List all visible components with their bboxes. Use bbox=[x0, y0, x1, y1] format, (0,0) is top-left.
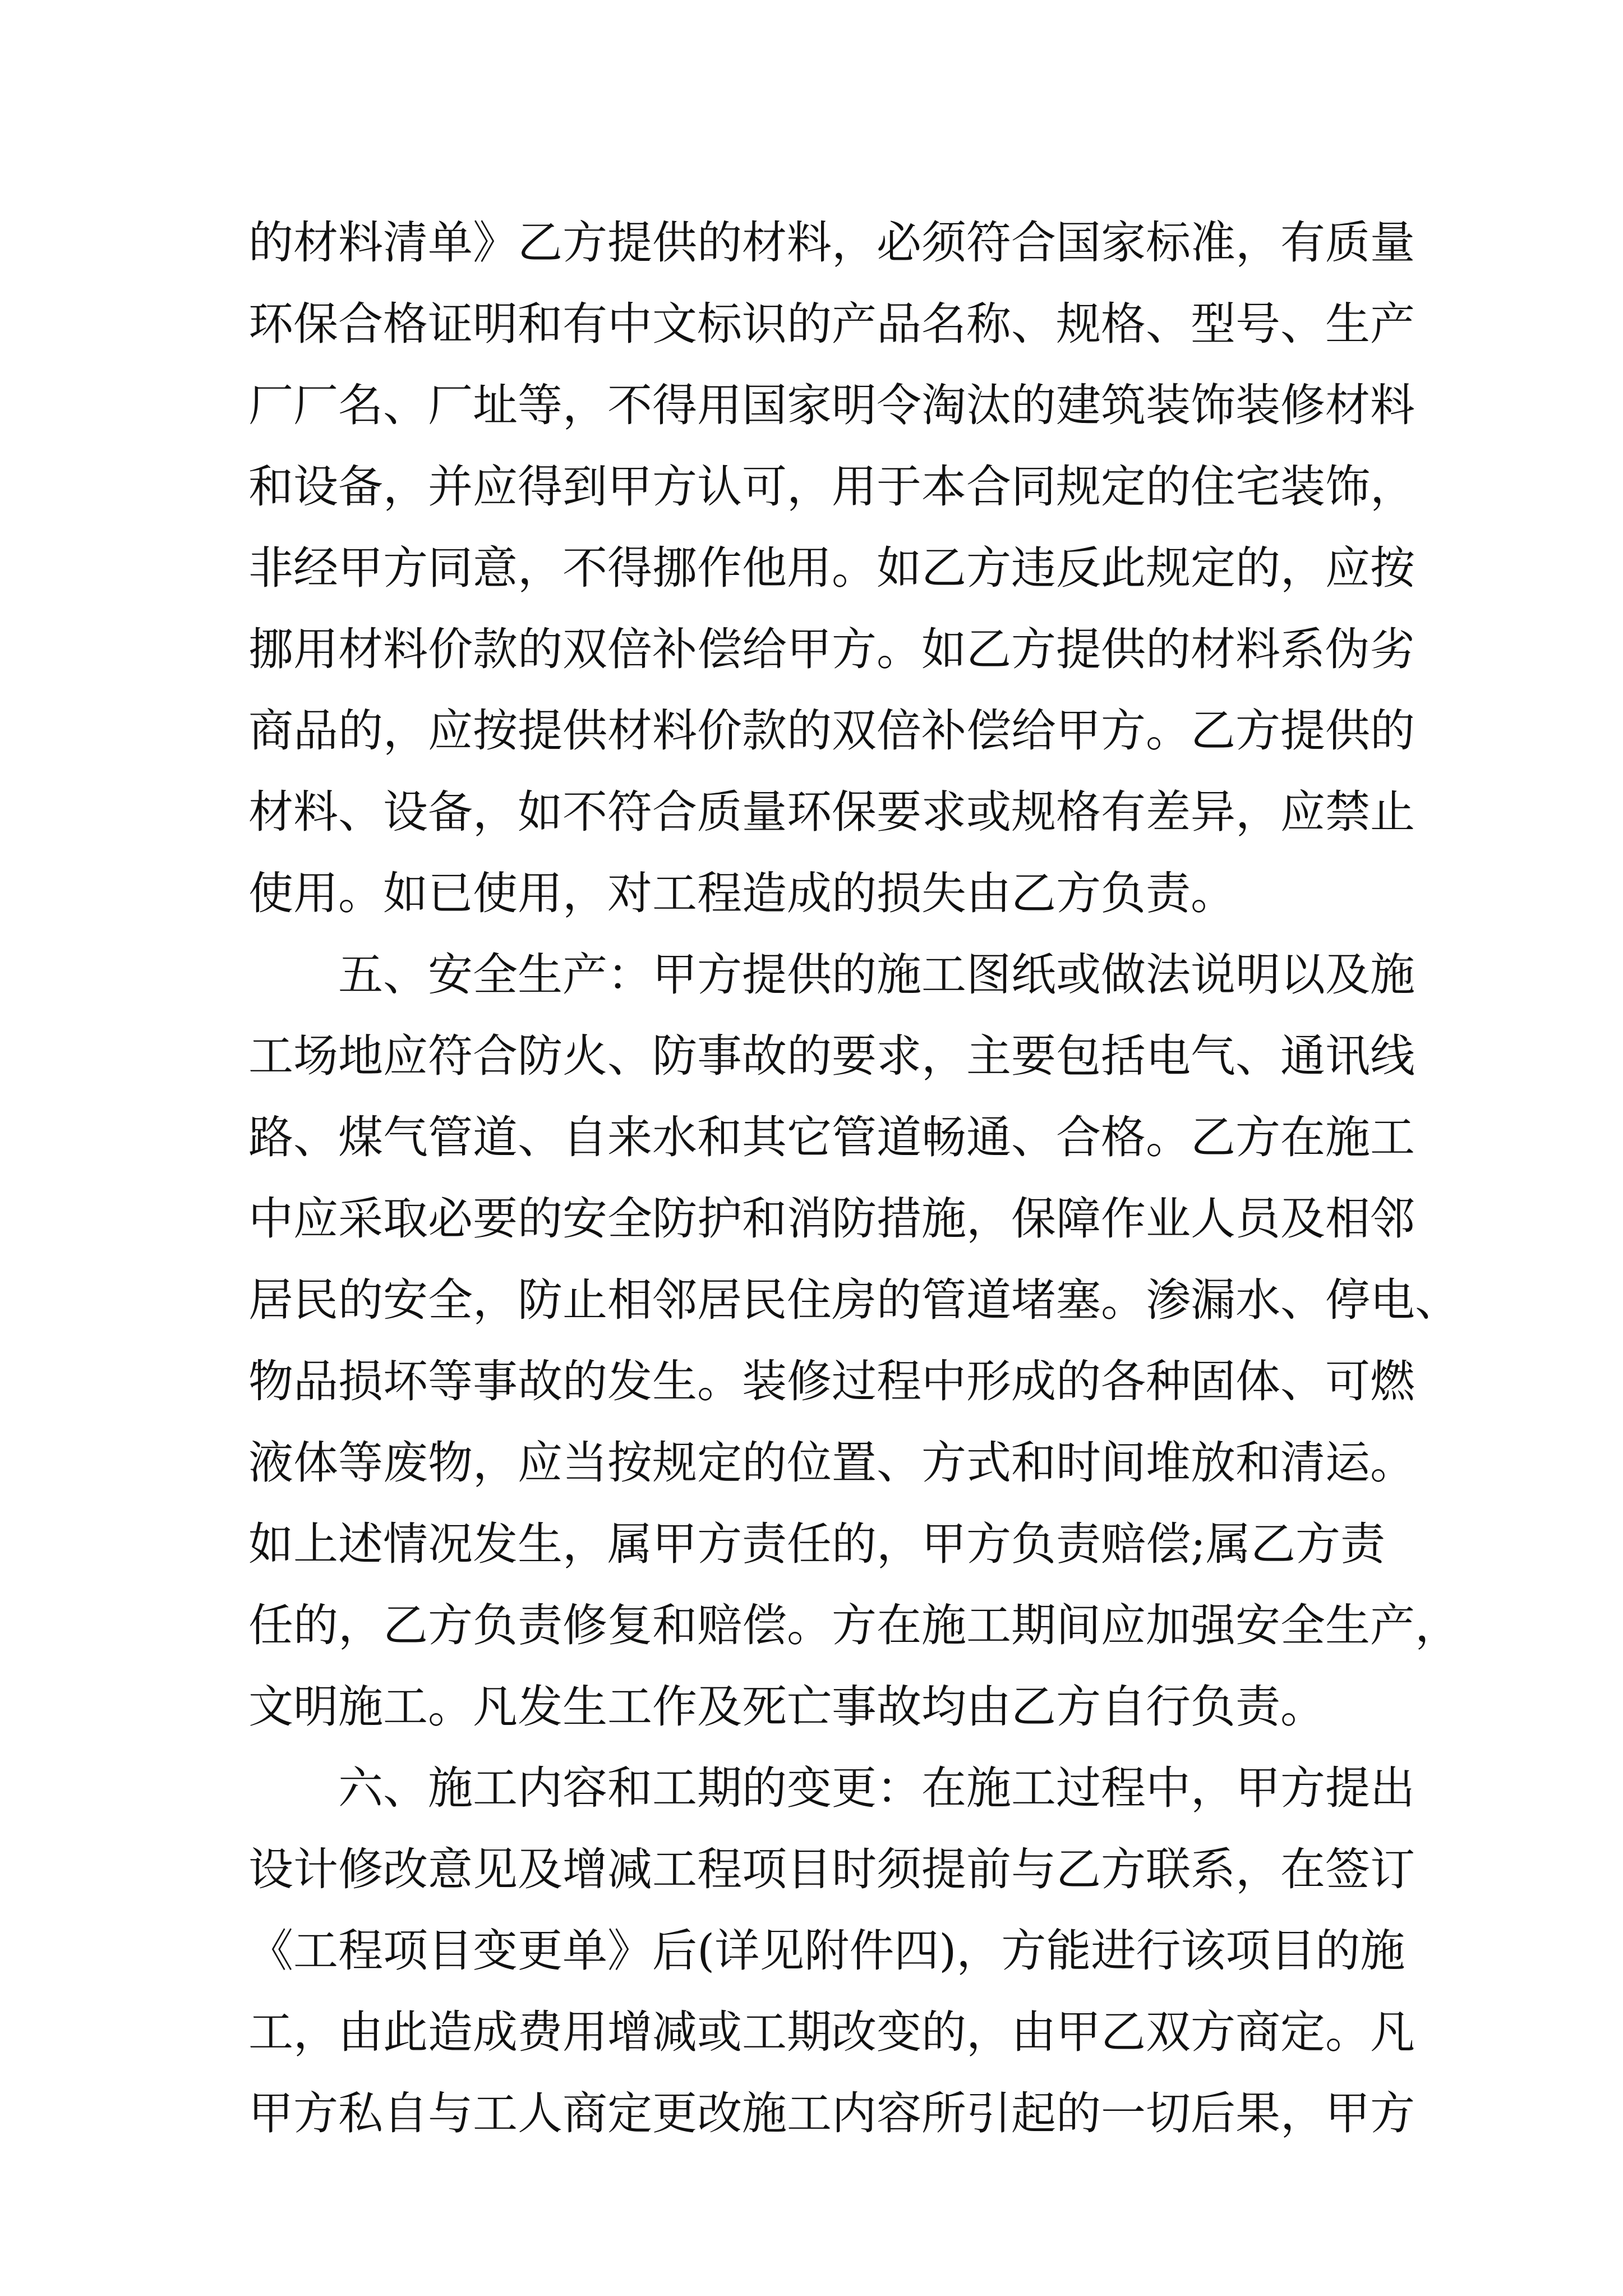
text-line: 液体等废物，应当按规定的位置、方式和时间堆放和清运。 bbox=[248, 1437, 1415, 1489]
text-line: 挪用材料价款的双倍补偿给甲方。如乙方提供的材料系伪劣 bbox=[248, 623, 1415, 675]
paragraph-materials bbox=[248, 202, 1415, 934]
paragraph-changes bbox=[248, 1747, 1415, 2154]
text-line: 《工程项目变更单》后(详见附件四)，方能进行该项目的施 bbox=[248, 1925, 1405, 1977]
text-line: 五、安全生产：甲方提供的施工图纸或做法说明以及施 bbox=[338, 949, 1415, 1001]
text-line: 的材料清单》乙方提供的材料，必须符合国家标准，有质量 bbox=[248, 217, 1415, 269]
text-line: 工，由此造成费用增减或工期改变的，由甲乙双方商定。凡 bbox=[248, 2006, 1415, 2058]
text-line: 非经甲方同意，不得挪作他用。如乙方违反此规定的，应按 bbox=[248, 542, 1415, 594]
text-line: 文明施工。凡发生工作及死亡事故均由乙方自行负责。 bbox=[248, 1681, 1325, 1733]
text-line: 材料、设备，如不符合质量环保要求或规格有差异，应禁止 bbox=[248, 786, 1415, 838]
text-line: 六、施工内容和工期的变更：在施工过程中，甲方提出 bbox=[338, 1762, 1415, 1814]
text-line: 厂厂名、厂址等，不得用国家明令淘汰的建筑装饰装修材料 bbox=[248, 379, 1415, 431]
text-line: 设计修改意见及增减工程项目时须提前与乙方联系，在签订 bbox=[248, 1843, 1415, 1895]
paragraph-safety bbox=[248, 934, 1460, 1747]
text-line: 如上述情况发生，属甲方责任的，甲方负责赔偿;属乙方责 bbox=[248, 1518, 1385, 1570]
text-line: 中应采取必要的安全防护和消防措施，保障作业人员及相邻 bbox=[248, 1193, 1415, 1245]
text-line: 物品损坏等事故的发生。装修过程中形成的各种固体、可燃 bbox=[248, 1355, 1415, 1407]
text-line: 居民的安全，防止相邻居民住房的管道堵塞。渗漏水、停电、 bbox=[248, 1274, 1460, 1326]
text-line: 商品的，应按提供材料价款的双倍补偿给甲方。乙方提供的 bbox=[248, 705, 1415, 757]
text-line: 工场地应符合防火、防事故的要求，主要包括电气、通讯线 bbox=[248, 1030, 1415, 1082]
text-line: 环保合格证明和有中文标识的产品名称、规格、型号、生产 bbox=[248, 298, 1415, 350]
text-line: 路、煤气管道、自来水和其它管道畅通、合格。乙方在施工 bbox=[248, 1111, 1415, 1163]
text-line: 使用。如已使用，对工程造成的损失由乙方负责。 bbox=[248, 867, 1235, 919]
body-text bbox=[248, 202, 1460, 2154]
text-line: 任的，乙方负责修复和赔偿。方在施工期间应加强安全生产， bbox=[248, 1599, 1460, 1651]
text-line: 甲方私自与工人商定更改施工内容所引起的一切后果，甲方 bbox=[248, 2087, 1415, 2139]
text-line: 和设备，并应得到甲方认可，用于本合同规定的住宅装饰， bbox=[248, 461, 1415, 513]
